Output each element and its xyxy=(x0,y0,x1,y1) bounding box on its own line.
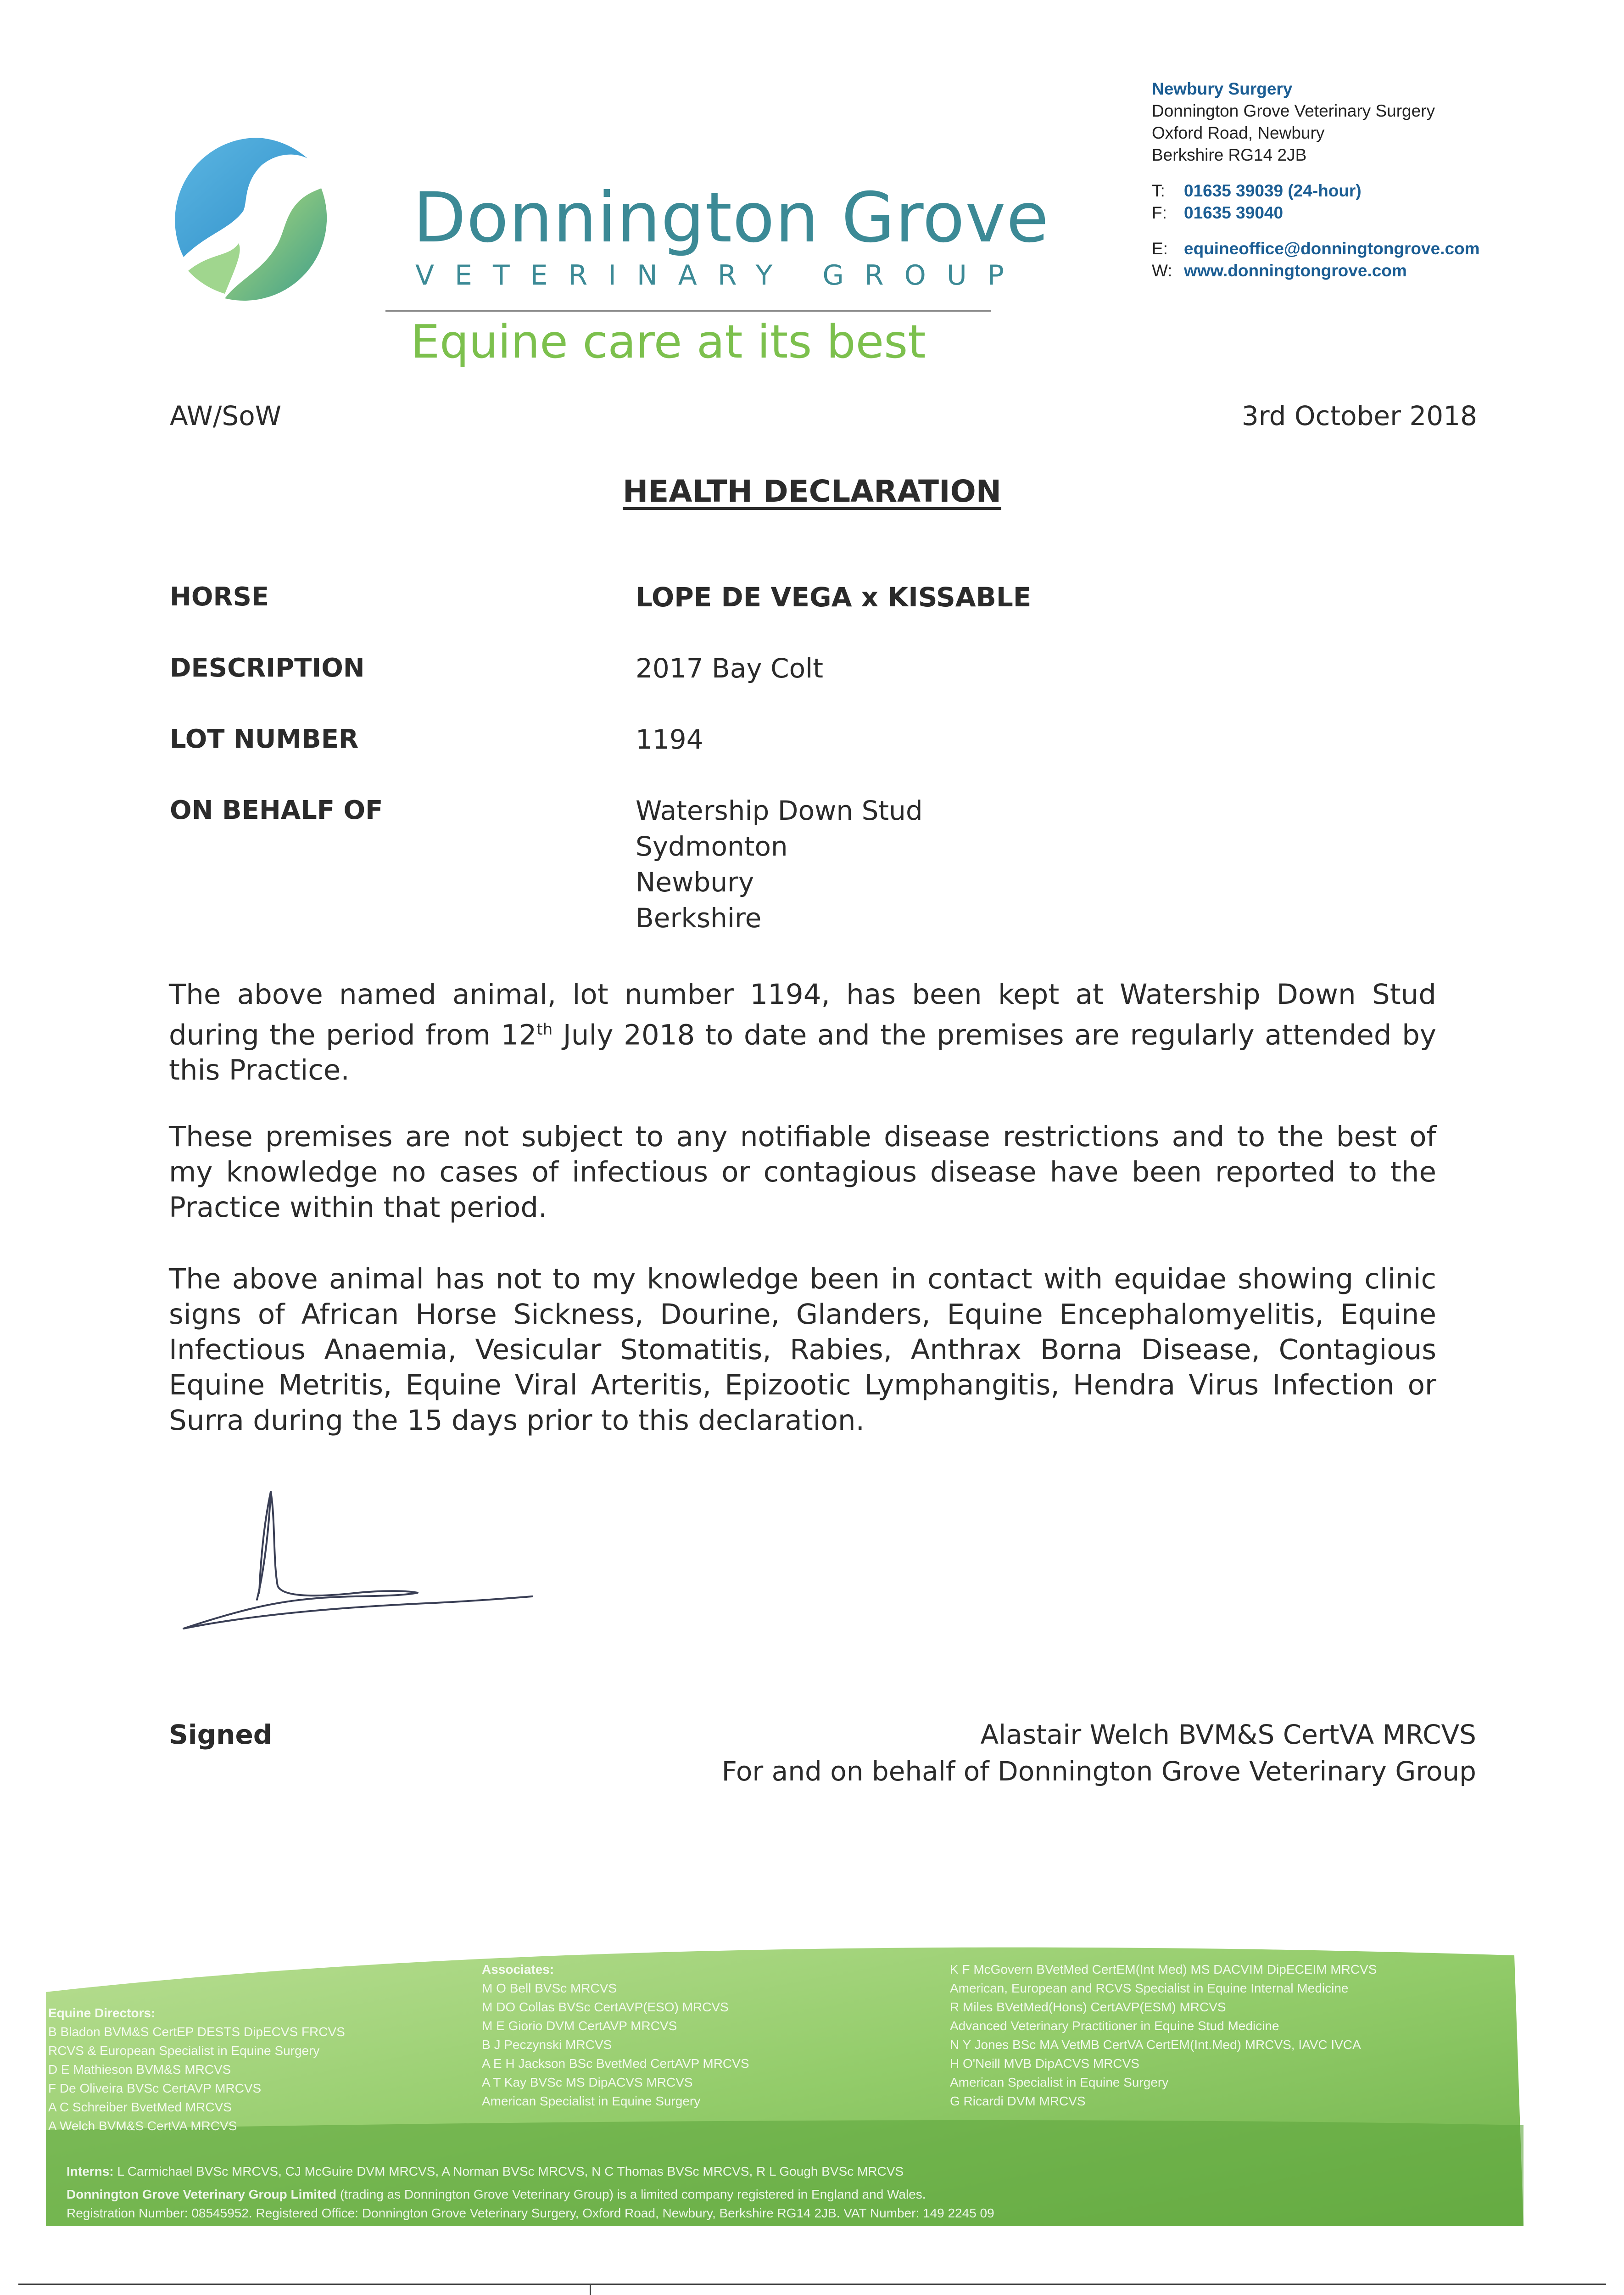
behalf-line: Watership Down Stud xyxy=(636,795,923,826)
specialist-entry: American Specialist in Equine Surgery xyxy=(950,2075,1169,2089)
company-registration: Registration Number: 08545952. Registered Office: Donnington Grove Veterinary Surgery, Oxford Road, Newbury, Berkshire RG14 2JB. VAT Number: 149 2245 09 xyxy=(67,2206,994,2220)
behalf-line: Berkshire xyxy=(636,902,762,934)
associate-entry: M DO Collas BVSc CertAVP(ESO) MRCVS xyxy=(482,2000,729,2014)
address-line: Berkshire RG14 2JB xyxy=(1152,146,1307,164)
signer-organisation: For and on behalf of Donnington Grove Veterinary Group xyxy=(721,1756,1476,1787)
web-key: W: xyxy=(1152,261,1172,280)
associate-entry: A E H Jackson BSc BvetMed CertAVP MRCVS xyxy=(482,2056,749,2071)
email-row xyxy=(1152,238,1480,260)
handwritten-signature xyxy=(179,1483,546,1652)
interns-names: L Carmichael BVSc MRCVS, CJ McGuire DVM MRCVS, A Norman BVSc MRCVS, N C Thomas BVSc MRCVS, R L Gough BVSc MRCVS xyxy=(117,2164,904,2178)
associate-entry: A T Kay BVSc MS DipACVS MRCVS xyxy=(482,2075,693,2089)
interns-line xyxy=(67,2162,904,2181)
description-value: 2017 Bay Colt xyxy=(636,653,823,684)
associate-entry: B J Peczynski MRCVS xyxy=(482,2038,612,2052)
surgery-name: Newbury Surgery xyxy=(1152,79,1293,98)
footer-band xyxy=(0,1923,1624,2226)
fax-row xyxy=(1152,202,1480,224)
director-entry: A Welch BVM&S CertVA MRCVS xyxy=(48,2119,237,2133)
on-behalf-label: ON BEHALF OF xyxy=(170,795,383,825)
specialist-entry: R Miles BVetMed(Hons) CertAVP(ESM) MRCVS xyxy=(950,2000,1226,2014)
horse-label: HORSE xyxy=(170,582,269,612)
lot-number-value: 1194 xyxy=(636,724,703,755)
telephone-number: 01635 39039 (24-hour) xyxy=(1184,181,1362,200)
telephone-row xyxy=(1152,180,1480,202)
brand-name: Donnington Grove xyxy=(413,178,1049,258)
directors-heading: Equine Directors: xyxy=(48,2006,156,2020)
associates-list xyxy=(482,1960,749,2110)
specialist-entry: K F McGovern BVetMed CertEM(Int Med) MS DACVIM DipECEIM MRCVS xyxy=(950,1962,1377,1976)
fax-key: F: xyxy=(1152,203,1167,222)
specialists-list xyxy=(950,1960,1377,2110)
lot-number-label: LOT NUMBER xyxy=(170,724,359,754)
brand-subtitle: VETERINARY GROUP xyxy=(415,259,1025,291)
fax-number: 01635 39040 xyxy=(1184,203,1284,222)
paragraph-text: The above named animal, lot number 1194, has been kept at Watership Down Stud during the period from 12 xyxy=(169,978,1436,1052)
email-link[interactable]: equineoffice@donningtongrove.com xyxy=(1184,239,1480,258)
specialist-entry: American, European and RCVS Specialist in Equine Internal Medicine xyxy=(950,1981,1349,1995)
signer-name: Alastair Welch BVM&S CertVA MRCVS xyxy=(980,1719,1476,1750)
address-line: Oxford Road, Newbury xyxy=(1152,123,1325,142)
practice-address xyxy=(1152,78,1480,282)
specialist-entry: Advanced Veterinary Practitioner in Equine Stud Medicine xyxy=(950,2019,1279,2033)
letter-date: 3rd October 2018 xyxy=(1241,400,1477,431)
behalf-line: Sydmonton xyxy=(636,831,788,862)
brand-tagline: Equine care at its best xyxy=(411,315,926,369)
associates-heading: Associates: xyxy=(482,1962,554,1976)
director-entry: RCVS & European Specialist in Equine Surgery xyxy=(48,2043,320,2058)
associate-entry: American Specialist in Equine Surgery xyxy=(482,2094,701,2108)
directors-list xyxy=(48,2004,345,2135)
on-behalf-value xyxy=(636,793,923,936)
associate-entry: M O Bell BVSc MRCVS xyxy=(482,1981,617,1995)
document-title: HEALTH DECLARATION xyxy=(623,474,1001,509)
director-entry: A C Schreiber BvetMed MRCVS xyxy=(48,2100,232,2114)
address-line: Donnington Grove Veterinary Surgery xyxy=(1152,101,1435,120)
web-row xyxy=(1152,260,1480,282)
scan-edge-tick xyxy=(590,2284,591,2295)
paragraph-premises: These premises are not subject to any notifiable disease restrictions and to the best of my knowledge no cases of infectious or contagious disease have been reported to the Practice within that period. xyxy=(169,1120,1436,1224)
email-key: E: xyxy=(1152,239,1168,258)
company-name: Donnington Grove Veterinary Group Limited xyxy=(67,2187,337,2201)
scan-edge-line xyxy=(18,2284,1606,2285)
specialist-entry: G Ricardi DVM MRCVS xyxy=(950,2094,1086,2108)
paragraph-keeping xyxy=(169,977,1436,1088)
associate-entry: M E Giorio DVM CertAVP MRCVS xyxy=(482,2019,677,2033)
director-entry: B Bladon BVM&S CertEP DESTS DipECVS FRCVS xyxy=(48,2025,345,2039)
paragraph-disease-contact: The above animal has not to my knowledge been in contact with equidae showing clinic signs of African Horse Sickness, Dourine, Glanders, Equine Encephalomyelitis, Equine Infectious Anaemia, Vesicular Stomatitis, Rabies, Anthrax Borna Disease, Contagious Equine Metritis, Equine Viral Arteritis, Epizootic Lymphangitis, Hendra Virus Infection or Surra during the 15 days prior to this declaration. xyxy=(169,1263,1436,1437)
company-info xyxy=(67,2185,994,2222)
description-label: DESCRIPTION xyxy=(170,653,365,683)
specialist-entry: H O'Neill MVB DipACVS MRCVS xyxy=(950,2056,1139,2071)
specialist-entry: N Y Jones BSc MA VetMB CertVA CertEM(Int.Med) MRCVS, IAVC IVCA xyxy=(950,2038,1361,2052)
signed-label: Signed xyxy=(169,1719,273,1750)
interns-label: Interns: xyxy=(67,2164,114,2178)
reference: AW/SoW xyxy=(170,400,282,431)
telephone-key: T: xyxy=(1152,181,1165,200)
paragraph-text: July 2018 to date and the premises are regularly attended by this Practice. xyxy=(169,1019,1436,1087)
website-link[interactable]: www.donningtongrove.com xyxy=(1184,261,1407,280)
behalf-line: Newbury xyxy=(636,867,754,898)
horse-value: LOPE DE VEGA x KISSABLE xyxy=(636,582,1032,613)
director-entry: F De Oliveira BVSc CertAVP MRCVS xyxy=(48,2081,262,2095)
brand-logo-icon xyxy=(170,133,344,308)
company-text: (trading as Donnington Grove Veterinary Group) is a limited company registered in England and Wales. xyxy=(336,2187,926,2201)
superscript: th xyxy=(536,1020,553,1039)
brand-divider xyxy=(385,310,991,312)
director-entry: D E Mathieson BVM&S MRCVS xyxy=(48,2062,231,2077)
